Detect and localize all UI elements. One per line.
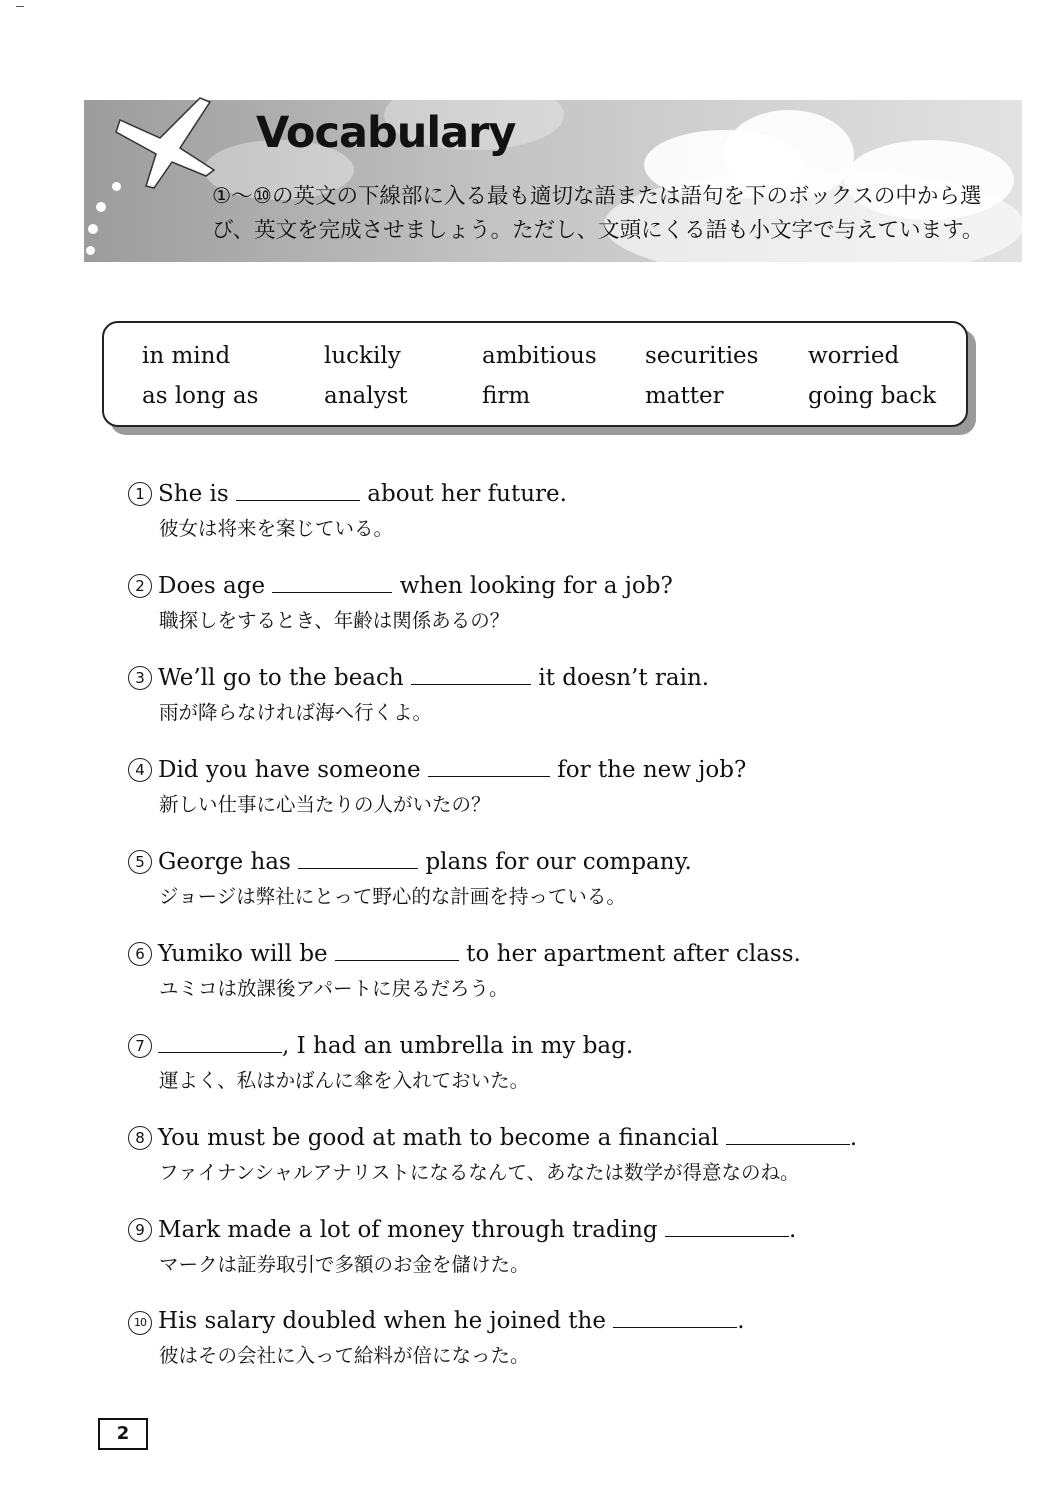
- word-option: luckily: [324, 343, 401, 369]
- japanese-translation: ファイナンシャルアナリストになるなんて、あなたは数学が得意なのね。: [159, 1161, 800, 1184]
- japanese-translation: 彼女は将来を案じている。: [159, 517, 394, 540]
- japanese-translation: マークは証券取引で多額のお金を儲けた。: [159, 1253, 530, 1276]
- english-sentence: [128, 939, 801, 969]
- japanese-translation: 運よく、私はかばんに傘を入れておいた。: [159, 1069, 530, 1092]
- sentence-after: plans for our company.: [425, 849, 692, 875]
- sentence-after: about her future.: [367, 481, 567, 507]
- sentence-before: Does age: [158, 573, 266, 599]
- answer-blank[interactable]: [428, 756, 550, 777]
- answer-blank[interactable]: [613, 1307, 737, 1328]
- sentence-after: it doesn’t rain.: [538, 665, 710, 691]
- answer-blank[interactable]: [158, 1032, 282, 1053]
- japanese-translation: 雨が降らなければ海へ行くよ。: [159, 701, 433, 724]
- trail-dot: [112, 182, 121, 191]
- sentence-after: when looking for a job?: [399, 573, 673, 599]
- exercise-item: [128, 1031, 633, 1095]
- item-number: 2: [128, 574, 152, 598]
- instructions: [212, 180, 1002, 248]
- sentence-before: Yumiko will be: [158, 941, 328, 967]
- item-number: 10: [128, 1311, 152, 1335]
- answer-blank[interactable]: [236, 480, 360, 501]
- japanese-translation: 新しい仕事に心当たりの人がいたの？: [159, 793, 491, 816]
- answer-blank[interactable]: [665, 1216, 789, 1237]
- sentence-before: You must be good at math to become a financial: [158, 1125, 719, 1151]
- item-number: 4: [128, 758, 152, 782]
- sentence-after: .: [788, 1217, 797, 1243]
- item-number: 8: [128, 1126, 152, 1150]
- japanese-translation: ユミコは放課後アパートに戻るだろう。: [159, 977, 509, 1000]
- english-sentence: [128, 1306, 745, 1336]
- japanese-translation: 彼はその会社に入って給料が倍になった。: [159, 1344, 530, 1367]
- sentence-before: George has: [158, 849, 291, 875]
- sentence-before: Did you have someone: [158, 757, 421, 783]
- word-option: firm: [482, 383, 531, 409]
- answer-blank[interactable]: [726, 1124, 850, 1145]
- exercise-item: [128, 479, 567, 543]
- sentence-after: , I had an umbrella in my bag.: [282, 1033, 634, 1059]
- exercise-item: [128, 1306, 745, 1370]
- word-option: going back: [808, 383, 937, 409]
- answer-blank[interactable]: [298, 848, 418, 869]
- japanese-translation: 職探しをするとき、年齢は関係あるの？: [159, 609, 510, 632]
- english-sentence: [128, 755, 746, 785]
- english-sentence: [128, 1123, 857, 1153]
- item-number: 1: [128, 482, 152, 506]
- exercise-item: [128, 571, 673, 635]
- english-sentence: [128, 571, 673, 601]
- answer-blank[interactable]: [272, 572, 392, 593]
- corner-mark: [16, 6, 24, 7]
- japanese-translation: ジョージは弊社にとって野心的な計画を持っている。: [159, 885, 626, 908]
- english-sentence: [128, 479, 567, 509]
- word-option: securities: [645, 343, 759, 369]
- word-box: [102, 321, 968, 427]
- instruction-line: ①〜⑩の英文の下線部に入る最も適切な語または語句を下のボックスの中から選: [212, 184, 982, 209]
- sentence-before: His salary doubled when he joined the: [158, 1308, 606, 1334]
- english-sentence: [128, 1215, 796, 1245]
- instruction-line: び、英文を完成させましょう。ただし、文頭にくる語も小文字で与えています。: [212, 218, 984, 243]
- exercise-item: [128, 1215, 796, 1279]
- trail-dot: [96, 202, 106, 212]
- sentence-before: Mark made a lot of money through trading: [158, 1217, 658, 1243]
- page-number: 2: [98, 1418, 148, 1450]
- exercise-item: [128, 755, 746, 819]
- word-option: as long as: [142, 383, 259, 409]
- sentence-after: .: [849, 1125, 858, 1151]
- exercise-item: [128, 847, 692, 911]
- item-number: 9: [128, 1218, 152, 1242]
- word-option: analyst: [324, 383, 408, 409]
- english-sentence: [128, 847, 692, 877]
- sentence-before: She is: [158, 481, 229, 507]
- exercise-item: [128, 663, 709, 727]
- sentence-before: We’ll go to the beach: [158, 665, 404, 691]
- item-number: 7: [128, 1034, 152, 1058]
- answer-blank[interactable]: [411, 664, 531, 685]
- word-option: matter: [645, 383, 724, 409]
- sentence-after: to her apartment after class.: [466, 941, 801, 967]
- item-number: 6: [128, 942, 152, 966]
- word-option: ambitious: [482, 343, 597, 369]
- exercise-item: [128, 939, 801, 1003]
- page-title: Vocabulary: [256, 108, 516, 158]
- word-option: in mind: [142, 343, 231, 369]
- answer-blank[interactable]: [335, 940, 459, 961]
- trail-dot: [86, 246, 95, 255]
- exercise-item: [128, 1123, 857, 1187]
- sentence-after: .: [737, 1308, 745, 1334]
- english-sentence: [128, 1031, 633, 1061]
- sentence-after: for the new job?: [557, 757, 747, 783]
- item-number: 3: [128, 666, 152, 690]
- item-number: 5: [128, 850, 152, 874]
- word-option: worried: [808, 343, 900, 369]
- english-sentence: [128, 663, 709, 693]
- trail-dot: [88, 224, 98, 234]
